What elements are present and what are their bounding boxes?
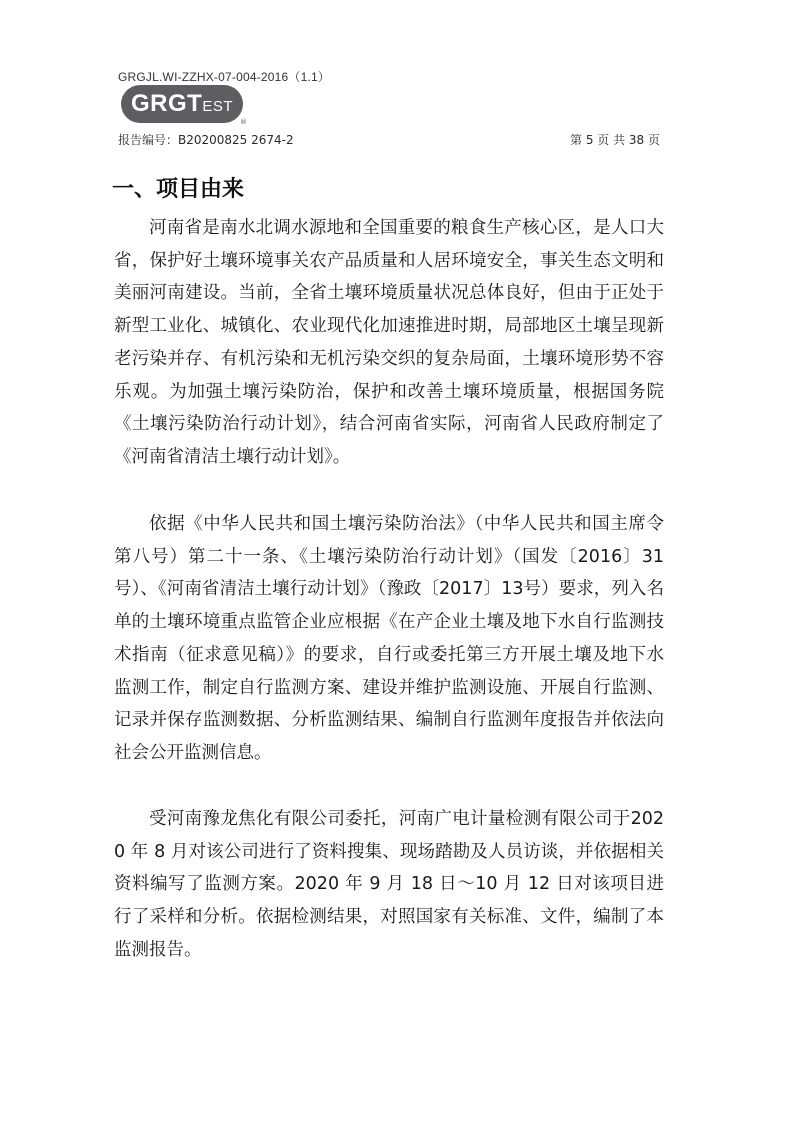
page-number: 第 5 页 共 38 页 — [570, 133, 660, 147]
logo-text-bold: GRGT — [130, 90, 203, 117]
registered-mark-icon: ® — [240, 118, 247, 126]
report-number: 报告编号：B20200825 2674-2 — [118, 133, 294, 147]
paragraph-commission: 受河南豫龙焦化有限公司委托，河南广电计量检测有限公司于2020 年 8 月对该公司进行了资料搜集、现场踏勘及人员访谈，并依据相关资料编写了监测方案。2020 年 9 月 18 日～10 月 12 日对该项目进行了采样和分析。依据检测结果，对照国家有关标准、文件，编制了本监测报告。 — [114, 809, 664, 960]
paragraph-legal-basis: 依据《中华人民共和国土壤污染防治法》（中华人民共和国主席令第八号）第二十一条、《土壤污染防治行动计划》（国发〔2016〕31号）、《河南省清洁土壤行动计划》（豫政〔2017〕13号）要求，列入名单的土壤环境重点监管企业应根据《在产企业土壤及地下水自行监测技术指南（征求意见稿）》的要求，自行或委托第三方开展土壤及地下水监测工作，制定自行监测方案、建设并维护监测设施、开展自行监测、记录并保存监测数据、分析监测结果、编制自行监测年度报告并依法向社会公开监测信息。 — [114, 514, 664, 763]
section-heading: 一、项目由来 — [112, 177, 245, 202]
report-header-row — [118, 131, 660, 149]
paragraph-background: 河南省是南水北调水源地和全国重要的粮食生产核心区，是人口大省，保护好土壤环境事关农产品质量和人居环境安全，事关生态文明和美丽河南建设。当前，全省土壤环境质量状况总体良好，但由于正处于新型工业化、城镇化、农业现代化加速推进时期，局部地区土壤呈现新老污染并存、有机污染和无机污染交织的复杂局面，土壤环境形势不容乐观。为加强土壤污染防治，保护和改善土壤环境质量，根据国务院《土壤污染防治行动计划》，结合河南省实际，河南省人民政府制定了《河南省清洁土壤行动计划》。 — [114, 218, 664, 467]
grgtest-logo — [121, 85, 243, 123]
form-code: GRGJL.WI-ZZHX-07-004-2016（1.1） — [118, 70, 331, 84]
logo-text-regular: EST — [202, 98, 233, 115]
